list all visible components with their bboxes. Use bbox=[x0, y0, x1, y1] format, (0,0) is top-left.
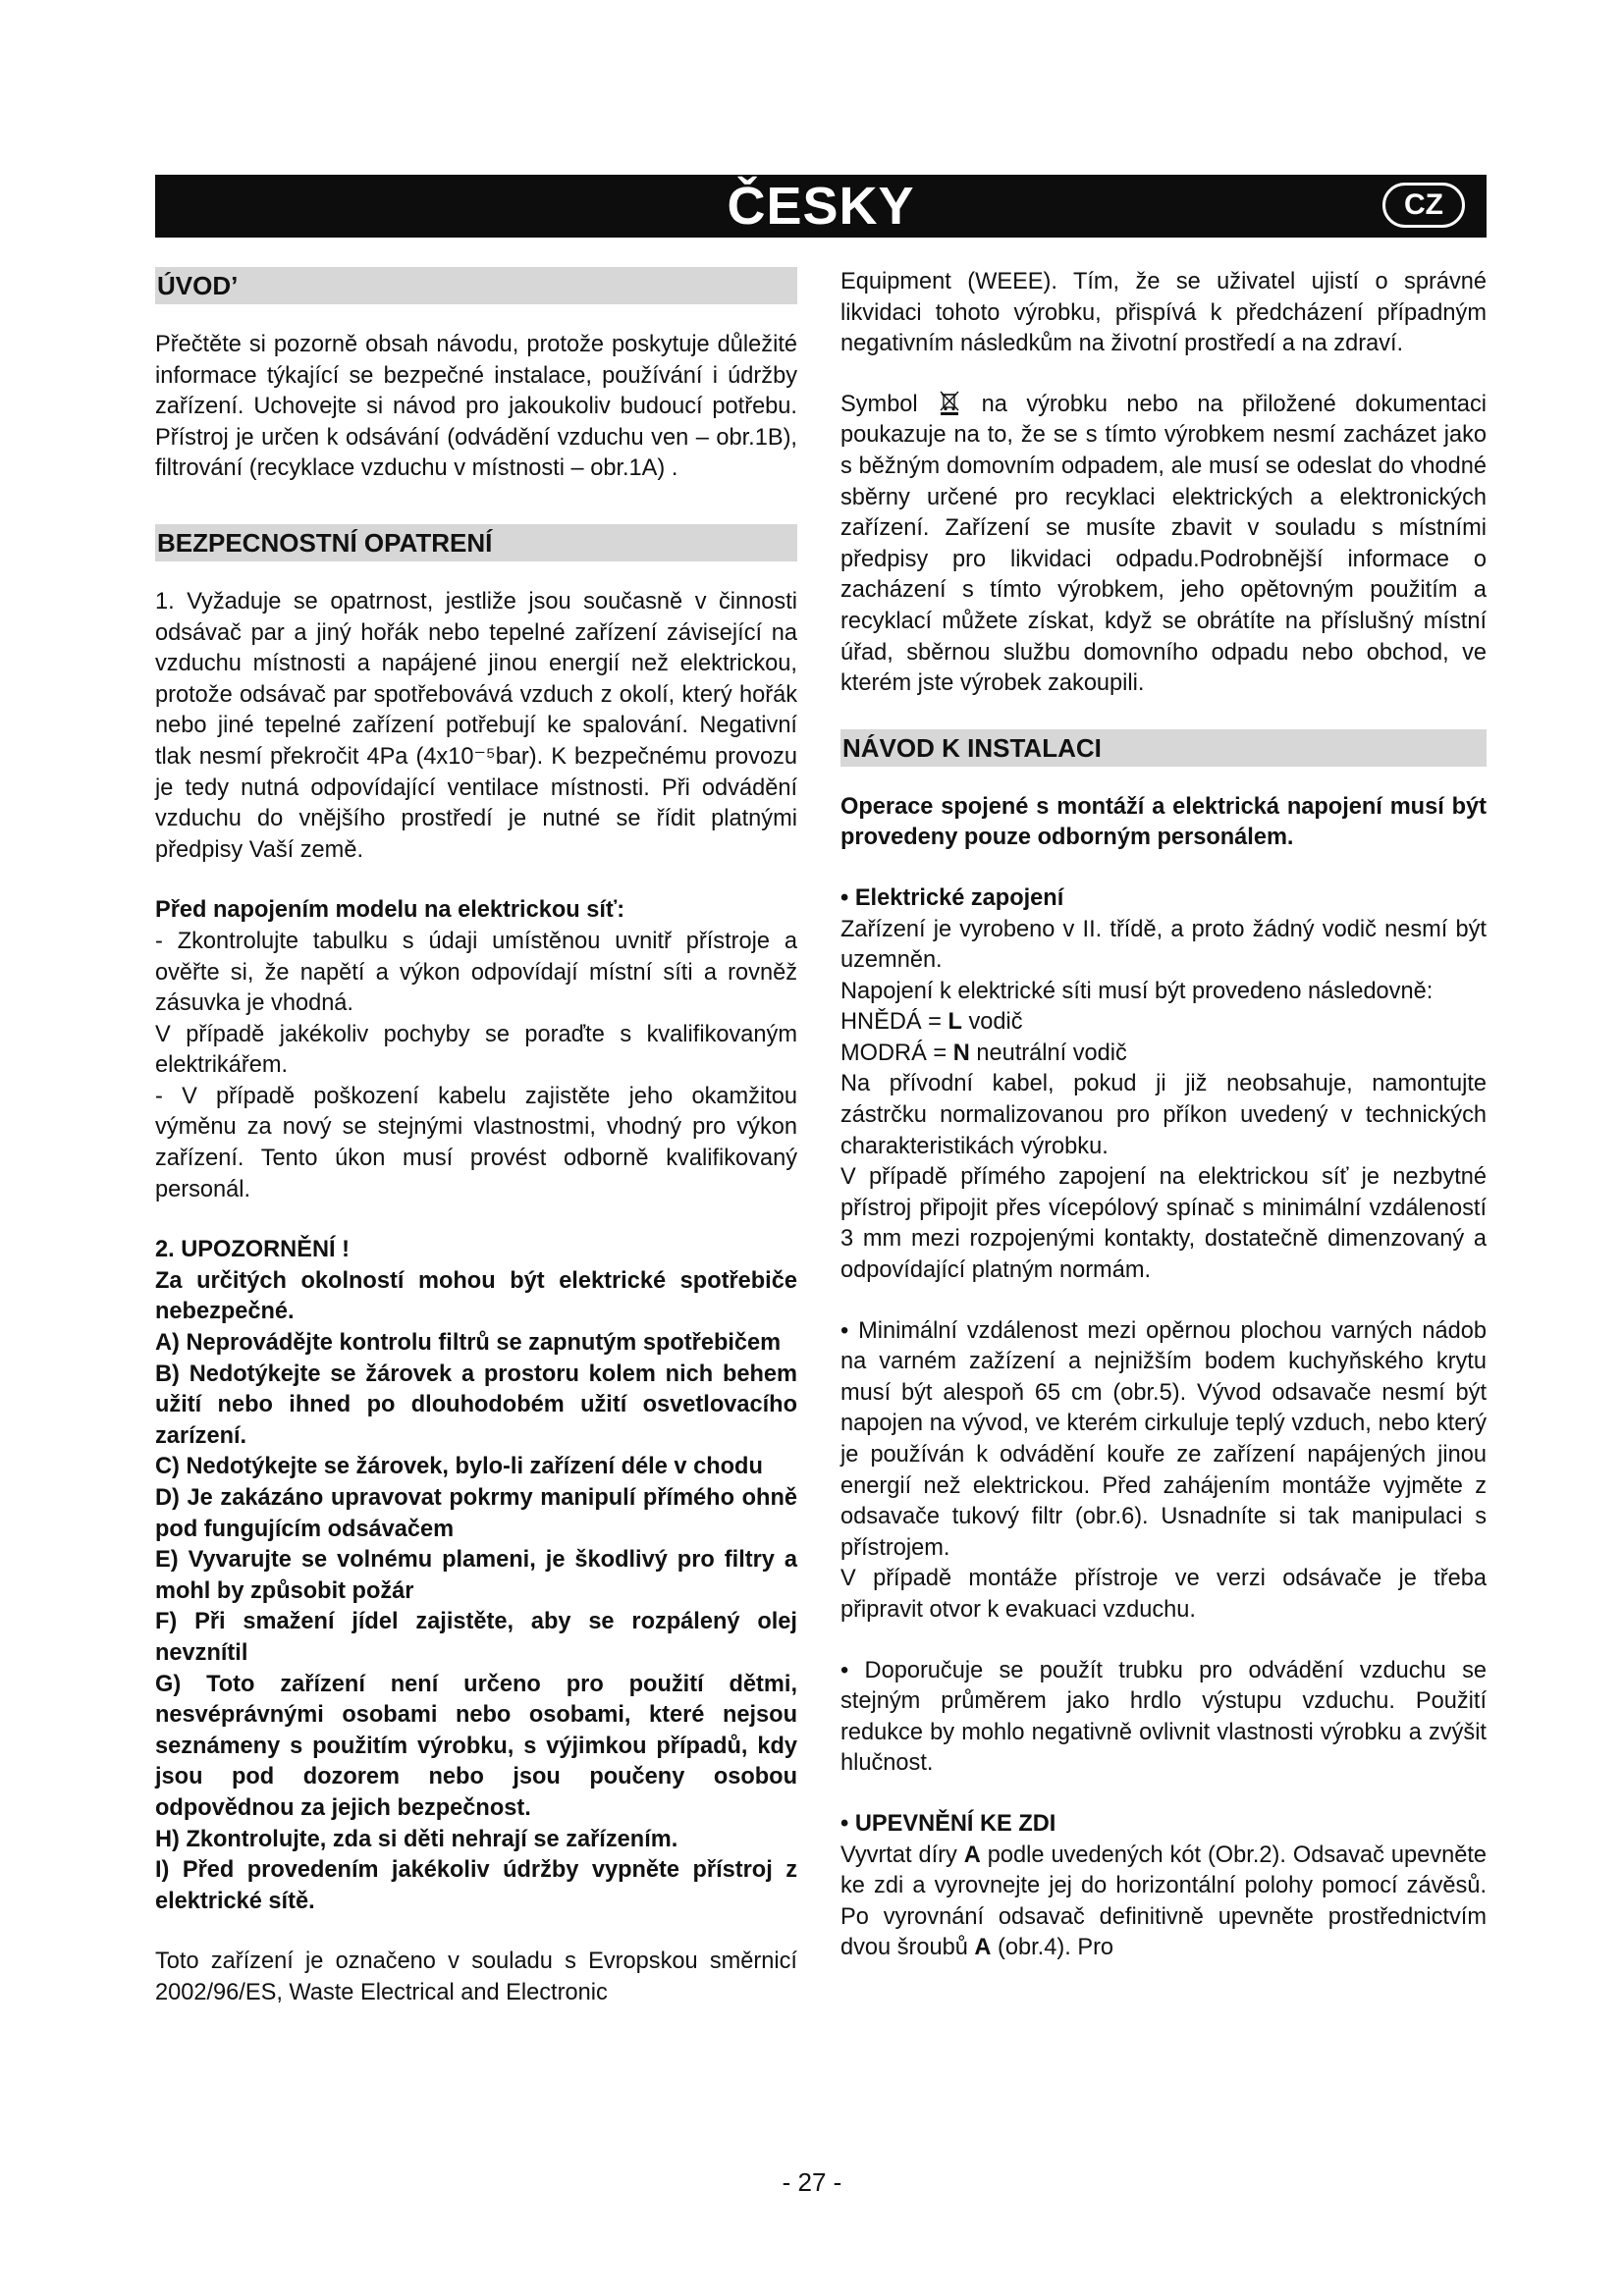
wall-fixing-heading: • UPEVNĚNÍ KE ZDI bbox=[840, 1810, 1056, 1837]
brown-wire-label: HNĚDÁ = bbox=[840, 1009, 942, 1036]
brown-wire-line bbox=[840, 1007, 1487, 1039]
elec-paragraph-4: V případě přímého zapojení na elektrickou síť je nezbytné přístroj připojit přes vícepólový spínač s minimální vzdáleností 3 mm mezi rozpojenými kontakty, dostatečně dimenzovaný a odpovídající platným normám. bbox=[840, 1164, 1487, 1284]
warning-line: I) Před provedením jakékoliv údržby vypněte přístroj z elektrické sítě. bbox=[155, 1857, 797, 1914]
language-code-badge: CZ bbox=[1382, 183, 1465, 228]
elec-paragraph-3: Na přívodní kabel, pokud ji již neobsahuje, namontujte zástrčku normalizovanou pro příkon uvedený v technických charakteristikách výrobku. bbox=[840, 1071, 1487, 1159]
intro-heading: ÚVOD’ bbox=[155, 267, 797, 304]
wall-fixing-paragraph bbox=[840, 1841, 1487, 1964]
right-column bbox=[840, 267, 1487, 1964]
pipe-paragraph: • Doporučuje se použít trubku pro odvádění vzduchu se stejným průměrem jako hrdlo výstupu vzduchu. Použití redukce by mohlo negativně ovlivnit vlastnosti výrobku a zvýšit hlučnost. bbox=[840, 1657, 1487, 1777]
fix-text-2: podle uvedených kót (Obr.2). Odsavač upevněte ke zdi a vyrovnejte jej do horizontální polohy pomocí závěsů. Po vyrovnání odsavač definitivně upevněte prostřednictvím dvou šroubů bbox=[840, 1842, 1487, 1961]
warning-line: C) Nedotýkejte se žárovek, bylo-li zařízení déle v chodu bbox=[155, 1454, 763, 1480]
distance-paragraph-2: V případě montáže přístroje ve verzi odsávače je třeba připravit otvor k evakuaci vzduchu. bbox=[840, 1566, 1487, 1623]
connect-paragraph-1: - Zkontrolujte tabulku s údaji umístěnou uvnitř přístroje a ověřte si, že napětí a výkon odpovídají místní síti a rovněž zásuvka je vhodná. bbox=[155, 928, 797, 1017]
language-title: ČESKY bbox=[727, 177, 915, 236]
elec-paragraph-1: Zařízení je vyrobeno v II. třídě, a proto žádný vodič nesmí být uzemněn. bbox=[840, 916, 1487, 974]
elec-heading: • Elektrické zapojení bbox=[840, 884, 1064, 911]
connect-paragraph-2: V případě jakékoliv pochyby se poraďte s kvalifikovaným elektrikářem. bbox=[155, 1021, 797, 1079]
connect-paragraph-3: - V případě poškození kabelu zajistěte jeho okamžitou výměnu za nový se stejnými vlastnostmi, vhodný pro výkon zařízení. Tento úkon musí provést odborně kvalifikovaný personál. bbox=[155, 1083, 797, 1202]
intro-paragraph: Přečtěte si pozorně obsah návodu, protože poskytuje důležité informace týkající se bezpečné instalace, používání i údržby zařízení. Uchovejte si návod pro jakoukoliv budoucí potřebu. Přístroj je určen k odsávání (odvádění vzduchu ven – obr.1B), filtrování (recyklace vzduchu v místnosti – obr.1A) . bbox=[155, 332, 797, 482]
warning-line: H) Zkontrolujte, zda si děti nehrají se zařízením. bbox=[155, 1826, 678, 1852]
brown-wire-letter: L bbox=[947, 1009, 962, 1036]
fix-text-1: Vyvrtat díry bbox=[840, 1842, 957, 1868]
safety-paragraph-1: 1. Vyžaduje se opatrnost, jestliže jsou současně v činnosti odsávač par a jiný hořák nebo tepelné zařízení závisející na vzduchu místnosti a napájené jinou energií než elektrickou, protože odsávač par spotřebovává vzduch z okolí, který hořák nebo jiné tepelné zařízení potřebují ke spalování. Negativní tlak nesmí překročit 4Pa (4x10⁻⁵bar). K bezpečnému provozu je tedy nutná odpovídající ventilace místnosti. Při odvádění vzduchu do vnějšího prostředí je nutné se řídit platnými předpisy Vaší země. bbox=[155, 588, 797, 863]
symbol-description: na výrobku nebo na přiložené dokumentaci poukazuje na to, že se s tímto výrobkem nesmí zacházet jako s běžným domovním odpadem, ale musí se odeslat do vhodné sběrny určené pro recyklaci elektrických a elektronických zařízení. Zařízení se musíte zbavit v souladu s místními předpisy pro likvidaci odpadu.Podrobnější informace o zacházení s tímto výrobkem, jeho opětovným použitím a recyklací můžete získat, když se obrátíte na příslušný místní úřad, sběrnou službu domovního odpadu nebo obchod, ve kterém jste výrobek zakoupili. bbox=[840, 391, 1488, 697]
warning-line: F) Při smažení jídel zajistěte, aby se rozpálený olej nevznítil bbox=[155, 1609, 797, 1666]
blue-wire-letter: N bbox=[952, 1040, 970, 1066]
fix-ref-a: A bbox=[974, 1935, 992, 1961]
blue-wire-desc: neutrální vodič bbox=[976, 1040, 1127, 1066]
weee-continuation: Equipment (WEEE). Tím, že se uživatel ujistí o správné likvidaci tohoto výrobku, přispívá k předcházení případným negativním následkům na životní prostředí a na zdraví. bbox=[840, 269, 1487, 357]
blue-wire-label: MODRÁ = bbox=[840, 1040, 947, 1066]
brown-wire-desc: vodič bbox=[968, 1009, 1023, 1036]
install-heading: NÁVOD K INSTALACI bbox=[840, 729, 1487, 767]
crossed-bin-icon bbox=[939, 390, 960, 415]
blue-wire-line bbox=[840, 1039, 1487, 1070]
warning-line: D) Je zakázáno upravovat pokrmy manipulí přímého ohně pod fungujícím odsávačem bbox=[155, 1485, 797, 1542]
fix-ref-a: A bbox=[963, 1842, 981, 1868]
language-header-bar bbox=[155, 175, 1487, 238]
warning-line: B) Nedotýkejte se žárovek a prostoru kolem nich behem užití nebo ihned po dlouhodobém užití osvetlovacího zarízení. bbox=[155, 1361, 797, 1449]
fix-text-3: (obr.4). Pro bbox=[998, 1935, 1114, 1961]
elec-paragraph-2: Napojení k elektrické síti musí být provedeno následovně: bbox=[840, 978, 1434, 1004]
connect-heading: Před napojením modelu na elektrickou síť: bbox=[155, 897, 625, 924]
distance-paragraph: • Minimální vzdálenost mezi opěrnou plochou varných nádob na varném zažízení a nejnižším bodem kuchyňského krytu musí být alespoň 65 cm (obr.5). Vývod odsavače nesmí být napojen na vývod, ve kterém cirkuluje teplý vzduch, nebo který je používán k odvádění kouře ze zařízení napájených jinou energií než elektrickou. Před zahájením montáže vyjměte z odsavače tukový filtr (obr.6). Usnadníte si tak manipulaci s přístrojem. bbox=[840, 1317, 1487, 1561]
page-number: - 27 - bbox=[782, 2167, 842, 2197]
warning-heading: 2. UPOZORNĚNÍ ! bbox=[155, 1237, 350, 1263]
warning-line: A) Neprovádějte kontrolu filtrů se zapnutým spotřebičem bbox=[155, 1330, 782, 1357]
safety-heading: BEZPECNOSTNÍ OPATRENÍ bbox=[155, 524, 797, 561]
weee-paragraph: Toto zařízení je označeno v souladu s Evropskou směrnicí 2002/96/ES, Waste Electrical and Electronic bbox=[155, 1949, 797, 2005]
warning-line: Za určitých okolností mohou být elektrické spotřebiče nebezpečné. bbox=[155, 1267, 797, 1325]
symbol-label: Symbol bbox=[840, 391, 918, 417]
warning-line: E) Vyvarujte se volnému plameni, je škodlivý pro filtry a mohl by způsobit požár bbox=[155, 1547, 797, 1604]
install-notice: Operace spojené s montáží a elektrická napojení musí být provedeny pouze odborným personálem. bbox=[840, 793, 1487, 851]
symbol-paragraph bbox=[840, 390, 1487, 700]
left-column bbox=[155, 267, 797, 2009]
warning-line: G) Toto zařízení není určeno pro použití dětmi, nesvéprávnými osobami nebo osobami, které nejsou seznámeny s použitím výrobku, s výjimkou případů, kdy jsou pod dozorem nebo jsou poučeny osobou odpovědnou za jejich bezpečnost. bbox=[155, 1671, 797, 1821]
